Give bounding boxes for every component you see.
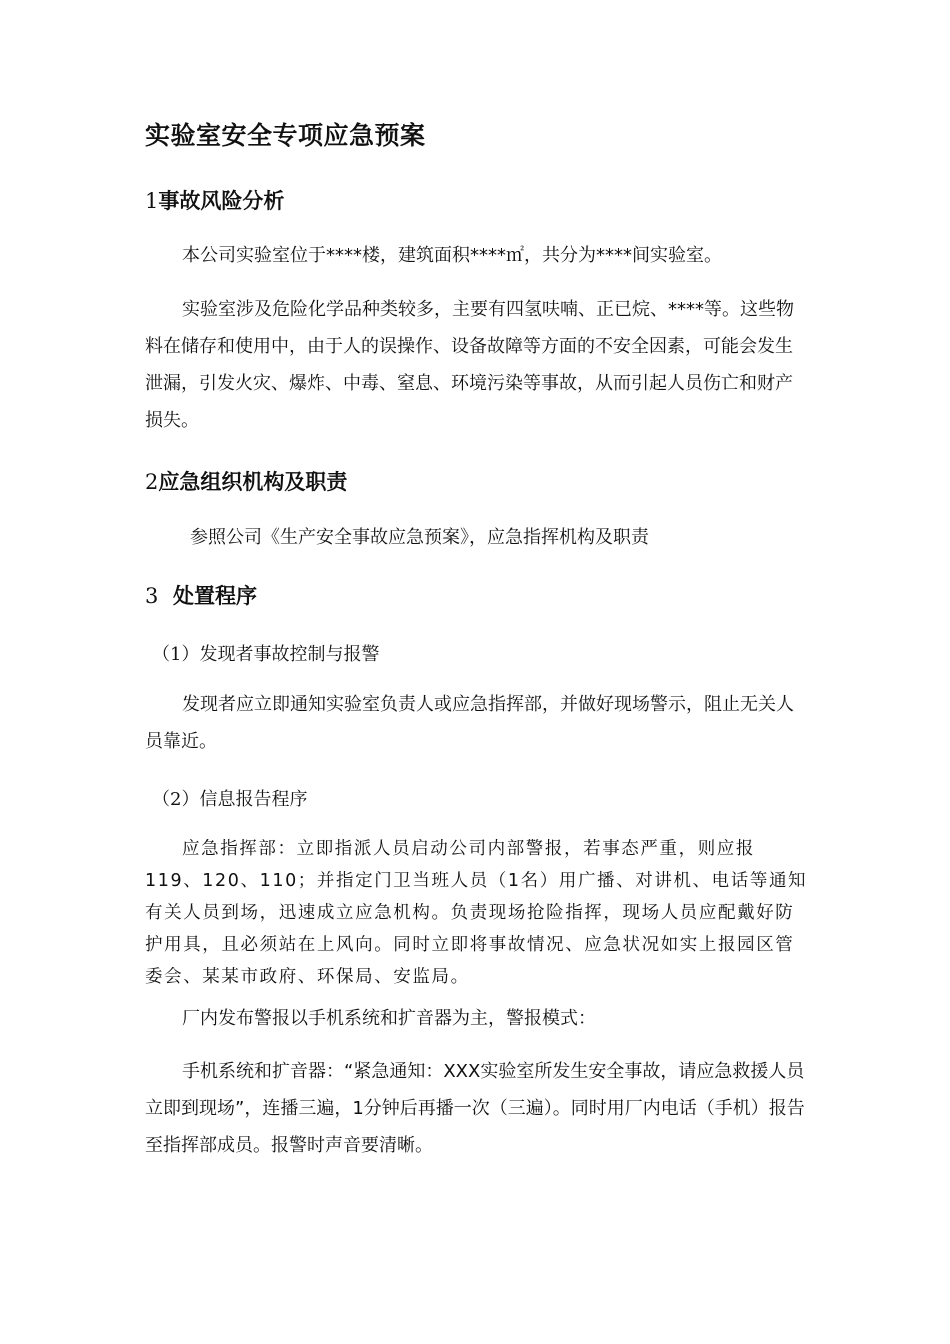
paragraph-discoverer-action: 发现者应立即通知实验室负责人或应急指挥部，并做好现场警示，阻止无关人员靠近。: [145, 694, 794, 752]
section-heading-organization: [145, 466, 347, 496]
paragraph-lab-location: 本公司实验室位于****楼，建筑面积****㎡，共分为****间实验室。: [182, 245, 722, 266]
paragraph-alarm-broadcast: 手机系统和扩音器：“紧急通知：XXX实验室所发生安全事故，请应急救援人员立即到现场”，连播三遍，1分钟后再播一次（三遍）。同时用厂内电话（手机）报告至指挥部成员。报警时声音要清晰。: [145, 1061, 805, 1156]
section-heading-procedure: [145, 580, 257, 610]
section-title: 处置程序: [173, 584, 257, 608]
document-title: 实验室安全专项应急预案: [145, 121, 426, 150]
section-title: 应急组织机构及职责: [158, 470, 348, 494]
section-number: 2: [145, 470, 159, 494]
subsection-title: 信息报告程序: [199, 789, 308, 810]
subsection-label: （2）: [152, 789, 200, 810]
paragraph-command-center: 应急指挥部：立即指派人员启动公司内部警报，若事态严重，则应报119、120、110；并指定门卫当班人员（1名）用广播、对讲机、电话等通知有关人员到场，迅速成立应急机构。负责现场抢险指挥，现场人员应配戴好防护用具，且必须站在上风向。同时立即将事故情况、应急状况如实上报园区管委会、某某市政府、环保局、安监局。: [145, 839, 808, 987]
subsection-heading-reporting: [152, 785, 307, 811]
section-title: 事故风险分析: [158, 189, 285, 213]
subsection-title: 发现者事故控制与报警: [199, 644, 380, 665]
section-number: 3: [145, 584, 159, 608]
paragraph-hazard-description: 实验室涉及危险化学品种类较多，主要有四氢呋喃、正已烷、****等。这些物料在储存和使用中，由于人的误操作、设备故障等方面的不安全因素，可能会发生泄漏，引发火灾、爆炸、中毒、窒息、环境污染等事故，从而引起人员伤亡和财产损失。: [145, 299, 794, 431]
subsection-label: （1）: [152, 644, 200, 665]
section-heading-risk-analysis: [145, 185, 284, 215]
paragraph-alarm-mode: 厂内发布警报以手机系统和扩音器为主，警报模式：: [182, 1008, 596, 1029]
subsection-heading-discovery: [152, 640, 379, 666]
paragraph-org-reference: 参照公司《生产安全事故应急预案》，应急指挥机构及职责: [190, 527, 649, 548]
section-number: 1: [145, 189, 159, 213]
